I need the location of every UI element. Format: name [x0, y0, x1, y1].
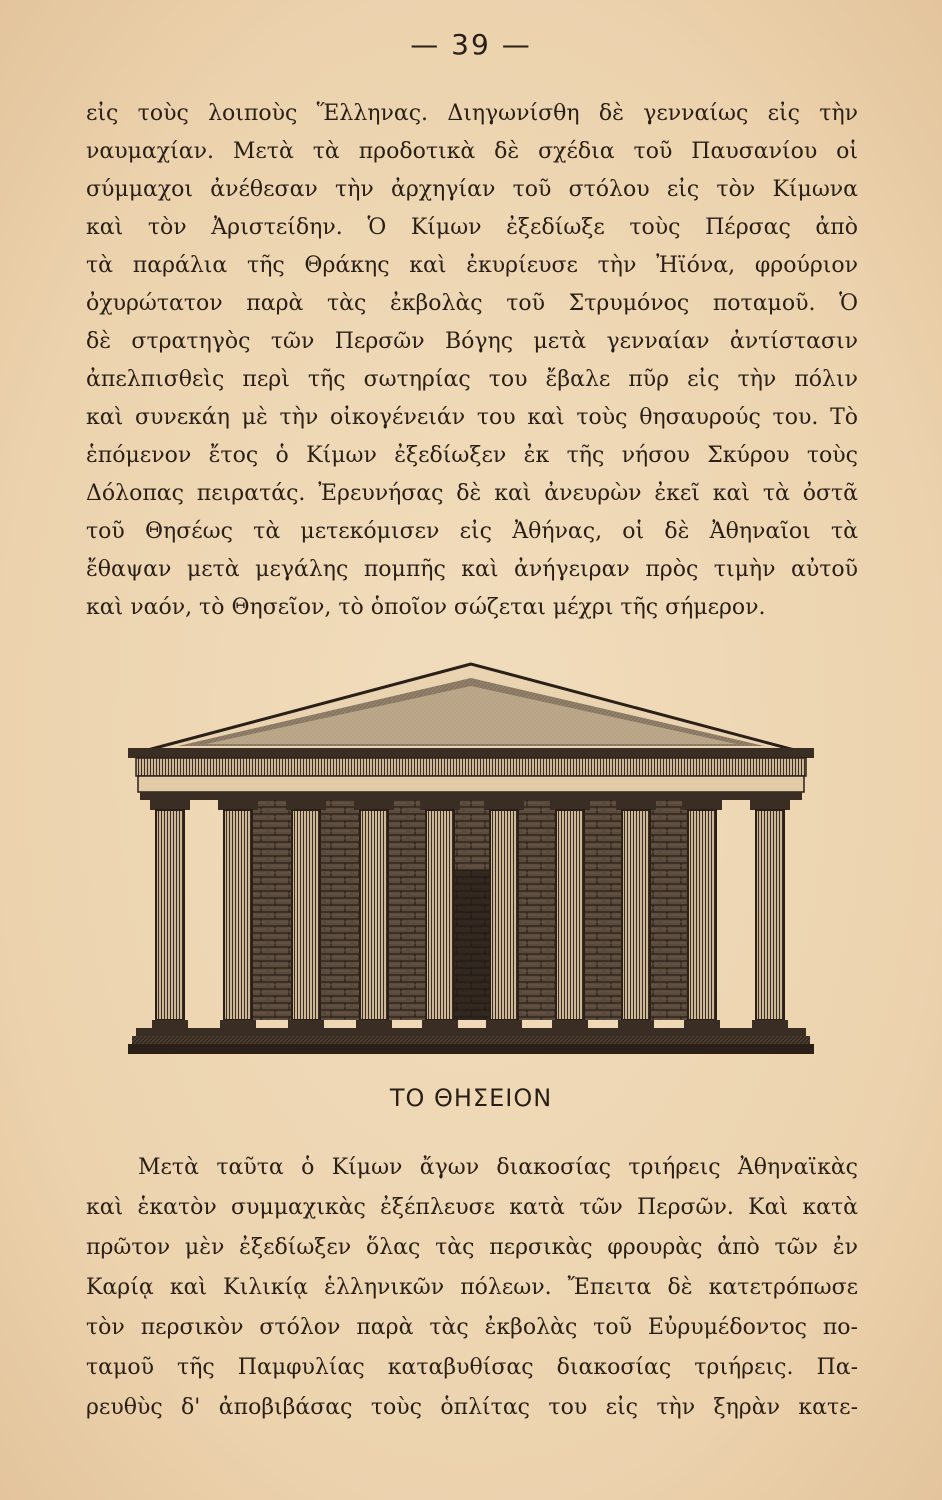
- text-line: τοῦ Θησέως τὰ μετεκόμισεν εἰς Ἀθήνας, οἱ δὲ Ἀθηναῖοι τὰ: [86, 519, 858, 544]
- pediment: [128, 664, 814, 758]
- stylobate: [128, 1028, 814, 1054]
- text-line: τὸν περσικὸν στόλον παρὰ τὰς ἐκβολὰς τοῦ Εὐρυμέδοντος πο-: [86, 1315, 858, 1340]
- text-line: ἀπελπισθεὶς περὶ τῆς σωτηρίας του ἔβαλε πῦρ εἰς τὴν πόλιν: [86, 367, 858, 392]
- text-line: πρῶτον μὲν ἐξεδίωξεν ὅλας τὰς περσικὰς φρουρὰς ἀπὸ τῶν ἐν: [86, 1235, 858, 1260]
- text-line: ναυμαχίαν. Μετὰ τὰ προδοτικὰ δὲ σχέδια τοῦ Παυσανίου οἱ: [86, 139, 858, 164]
- text-line: σύμμαχοι ἀνέθεσαν τὴν ἀρχηγίαν τοῦ στόλου εἰς τὸν Κίμωνα: [86, 177, 858, 202]
- text-line: ὀχυρώτατον παρὰ τὰς ἐκβολὰς τοῦ Στρυμόνος ποταμοῦ. Ὁ: [86, 291, 858, 316]
- text-line: Καρίᾳ καὶ Κιλικίᾳ ἑλληνικῶν πόλεων. Ἔπειτα δὲ κατετρόπωσε: [86, 1275, 858, 1300]
- text-line: καὶ ἑκατὸν συμμαχικὰς ἐξέπλευσε κατὰ τῶν Περσῶν. Καὶ κατὰ: [86, 1195, 858, 1220]
- text-line: Μετὰ ταῦτα ὁ Κίμων ἄγων διακοσίας τριήρεις Ἀθηναϊκὰς: [138, 1155, 858, 1180]
- text-line: Δόλοπας πειρατάς. Ἐρευνήσας δὲ καὶ ἀνευρὼν ἐκεῖ καὶ τὰ ὀστᾶ: [86, 481, 858, 506]
- text-line: εἰς τοὺς λοιποὺς Ἕλληνας. Διηγωνίσθη δὲ γενναίως εἰς τὴν: [86, 101, 858, 126]
- text-line: ἔθαψαν μετὰ μεγάλης πομπῆς καὶ ἀνήγειραν πρὸς τιμὴν αὐτοῦ: [86, 557, 858, 582]
- page-number: — 39 —: [410, 28, 532, 61]
- text-line: ἑπόμενον ἔτος ὁ Κίμων ἐξεδίωξεν ἐκ τῆς νήσου Σκύρου τοὺς: [86, 443, 858, 468]
- text-line: ρευθὺς δ' ἀποβιβάσας τοὺς ὁπλίτας του εἰς τὴν ξηρὰν κατε-: [86, 1395, 858, 1420]
- text-line: ταμοῦ τῆς Παμφυλίας καταβυθίσας διακοσίας τριήρεις. Πα-: [86, 1355, 858, 1380]
- illustration-caption: ΤΟ ΘΗΣΕΙΟΝ: [389, 1084, 553, 1112]
- text-line: καὶ συνεκάη μὲ τὴν οἰκογένειάν του καὶ τοὺς θησαυρούς του. Τὸ: [86, 405, 858, 430]
- text-line: τὰ παράλια τῆς Θράκης καὶ ἐκυρίευσε τὴν Ἠϊόνα, φρούριον: [86, 253, 858, 278]
- text-line: καὶ ναόν, τὸ Θησεῖον, τὸ ὁποῖον σώζεται μέχρι τῆς σήμερον.: [86, 595, 766, 620]
- text-line: δὲ στρατηγὸς τῶν Περσῶν Βόγης μετὰ γενναίαν ἀντίστασιν: [86, 329, 858, 354]
- theseion-temple-illustration: [128, 660, 814, 1056]
- text-line: καὶ τὸν Ἀριστείδην. Ὁ Κίμων ἐξεδίωξε τοὺς Πέρσας ἀπὸ: [86, 215, 858, 240]
- entablature: [136, 758, 806, 800]
